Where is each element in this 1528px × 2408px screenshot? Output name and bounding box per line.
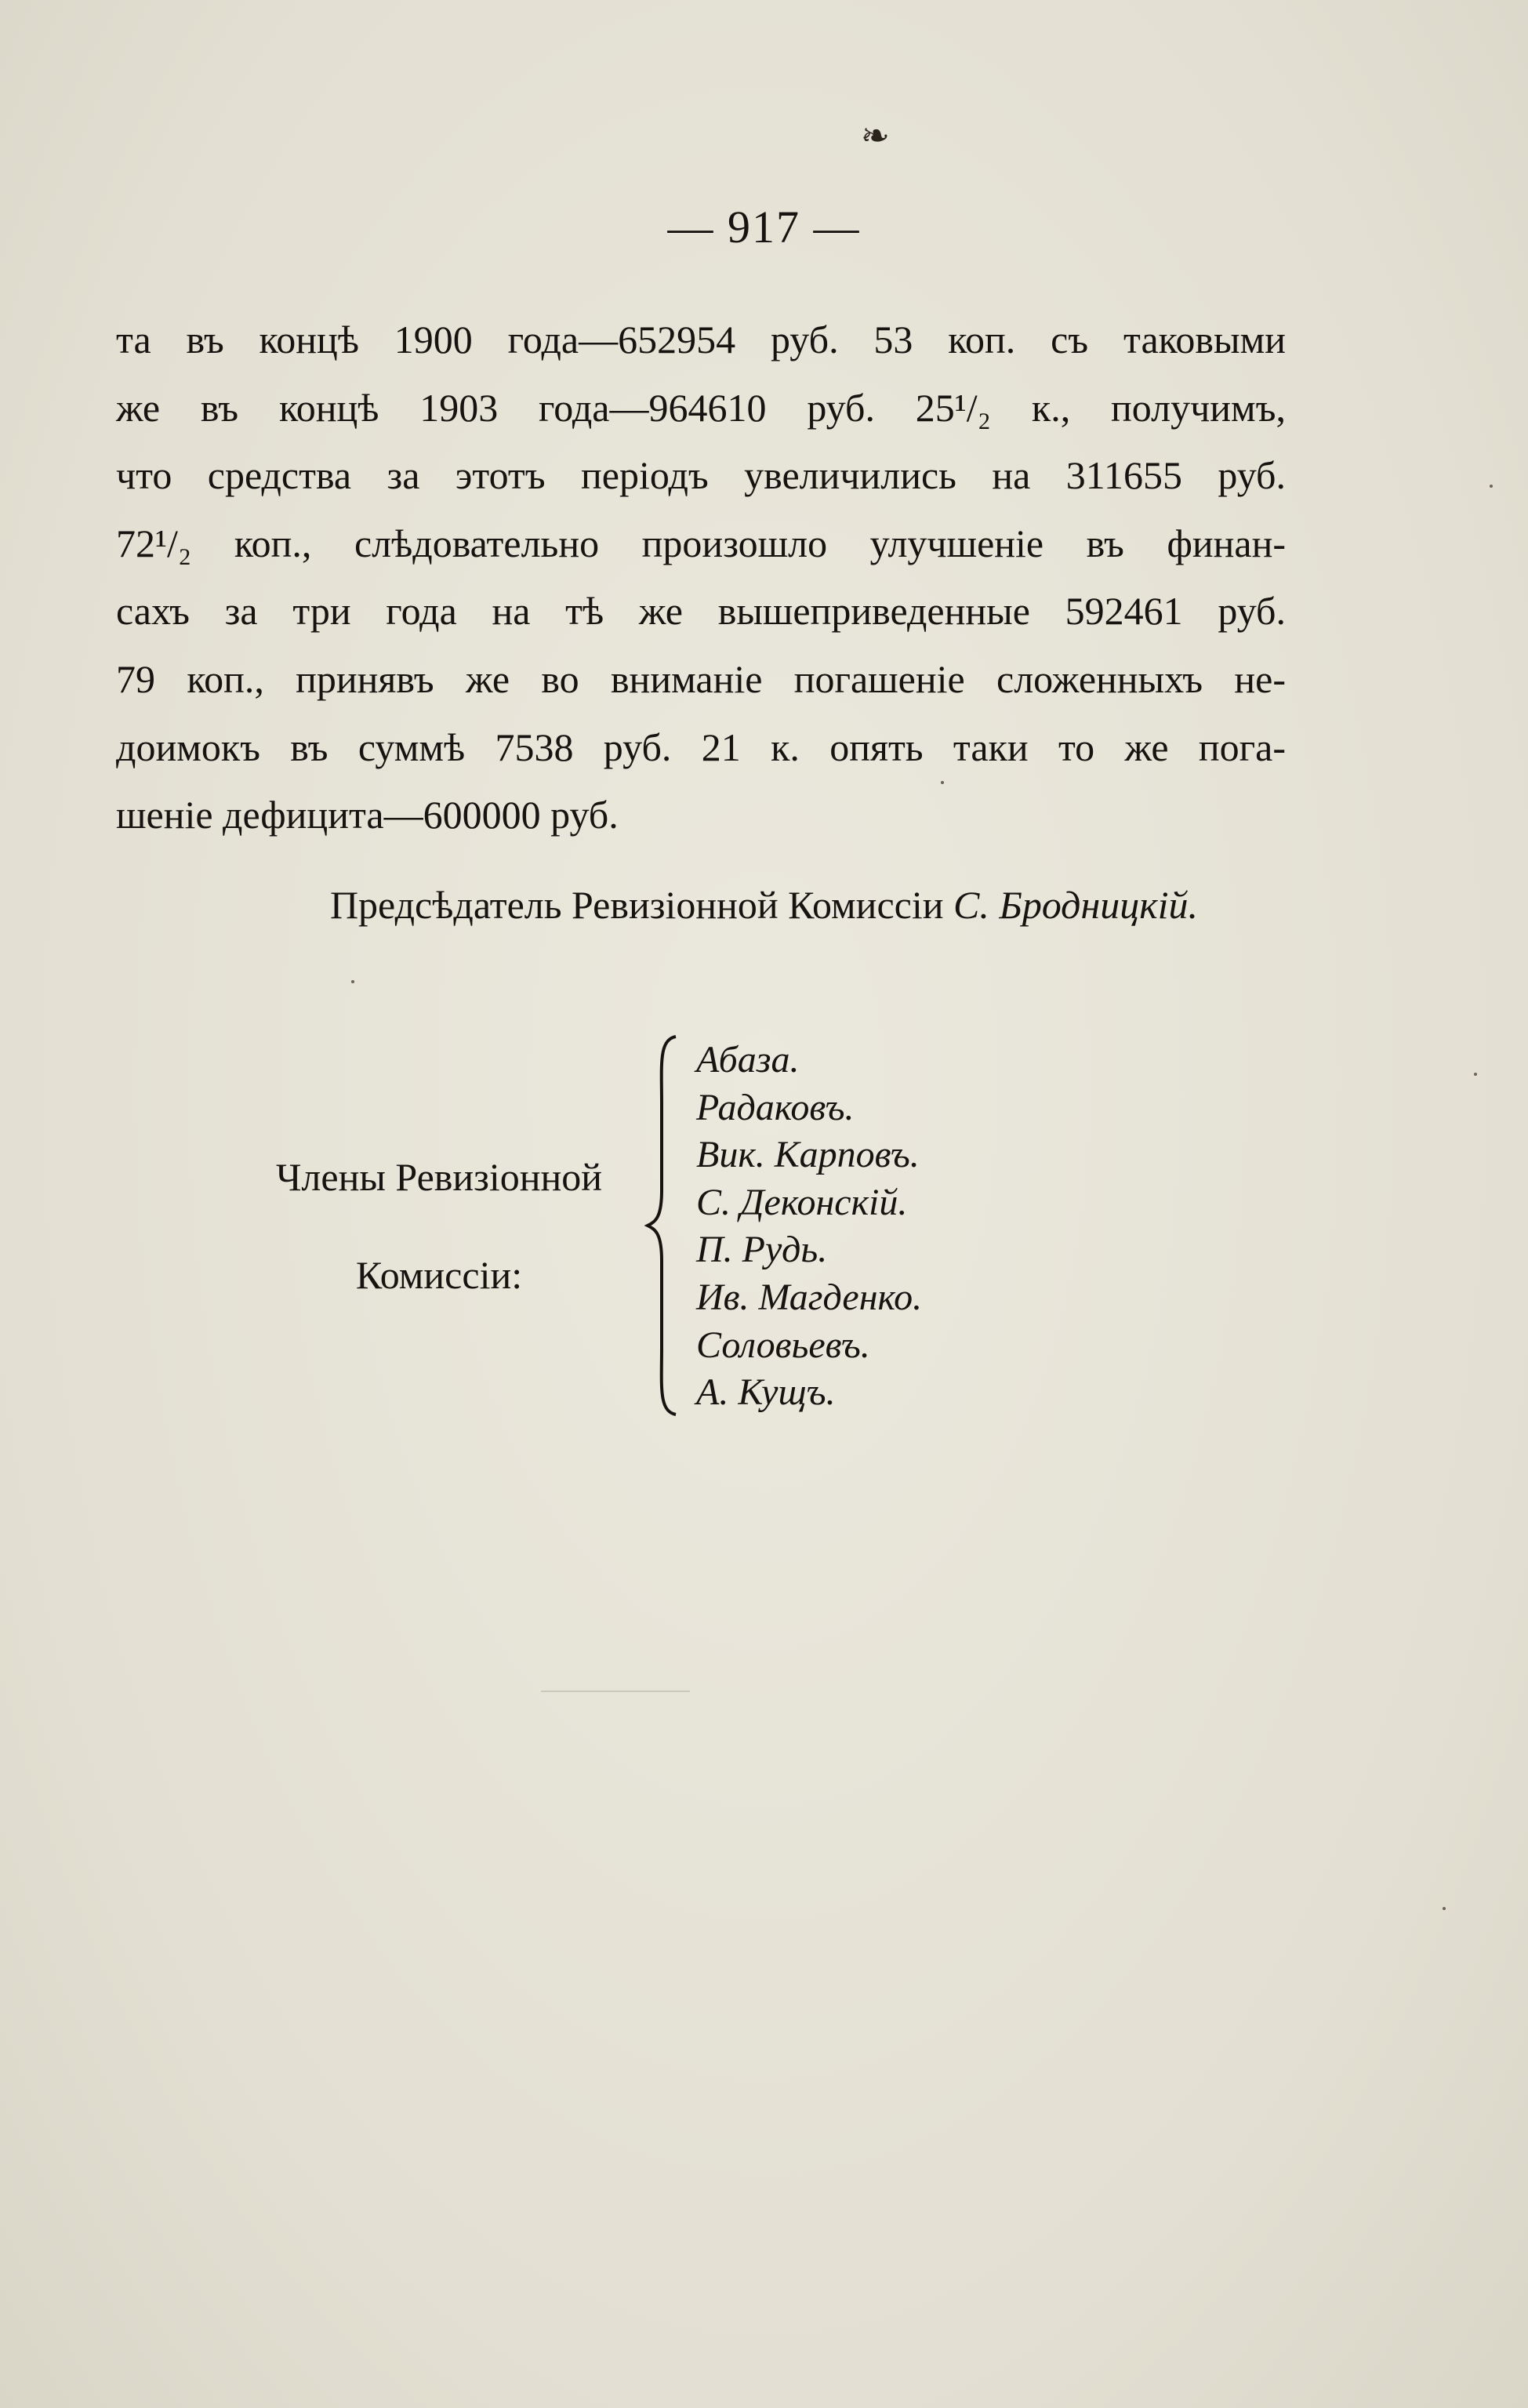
member-name: А. Кущъ. — [696, 1371, 836, 1414]
paper-speck — [1474, 1073, 1477, 1076]
member-name: С. Деконскій. — [696, 1181, 908, 1223]
body-line: сахъ за три года на тѣ же вышеприведенные 592461 руб. — [116, 589, 1286, 634]
member-name: Ив. Магденко. — [696, 1276, 923, 1318]
paper-speck — [351, 980, 354, 983]
printer-ornament: ❧ — [861, 117, 890, 155]
member-name: Абаза. — [696, 1039, 800, 1081]
member-name: Радаковъ. — [696, 1086, 855, 1128]
body-line: 72¹/₂ коп., слѣдовательно произошло улучшеніе въ финан- — [116, 521, 1286, 565]
chairman-title: Предсѣдатель Ревизіонной Комиссіи — [329, 883, 944, 927]
body-line: доимокъ въ суммѣ 7538 руб. 21 к. опять таки то же пога- — [116, 725, 1286, 769]
chairman-name: С. Бродницкій. — [953, 883, 1199, 927]
body-paragraph — [116, 306, 1286, 849]
member-name: П. Рудь. — [696, 1229, 828, 1271]
body-line: шеніе дефицита—600000 руб. — [116, 793, 619, 837]
paper-speck — [941, 781, 944, 784]
members-label-line2: Комиссіи: — [355, 1253, 523, 1297]
body-line: та въ концѣ 1900 года—652954 руб. 53 коп. съ таковыми — [116, 318, 1286, 361]
page-number: — 917 — — [667, 202, 861, 252]
member-name: Соловьевъ. — [696, 1324, 870, 1366]
chairman-signature — [0, 882, 1528, 928]
members-label-line1: Члены Ревизіонной — [275, 1155, 603, 1199]
paper-speck — [1443, 1907, 1446, 1910]
paper-speck — [1490, 485, 1493, 488]
body-line: же въ концѣ 1903 года—964610 руб. 25¹/₂ к., получимъ, — [116, 385, 1286, 430]
body-line: что средства за этотъ періодъ увеличились на 311655 руб. — [116, 453, 1286, 498]
members-list — [696, 1037, 922, 1417]
body-line: 79 коп., принявъ же во вниманіе погашеніе сложенныхъ не- — [116, 656, 1286, 701]
curly-brace — [644, 1033, 682, 1418]
member-name: Вик. Карповъ. — [696, 1134, 920, 1176]
faint-rule — [541, 1691, 690, 1692]
